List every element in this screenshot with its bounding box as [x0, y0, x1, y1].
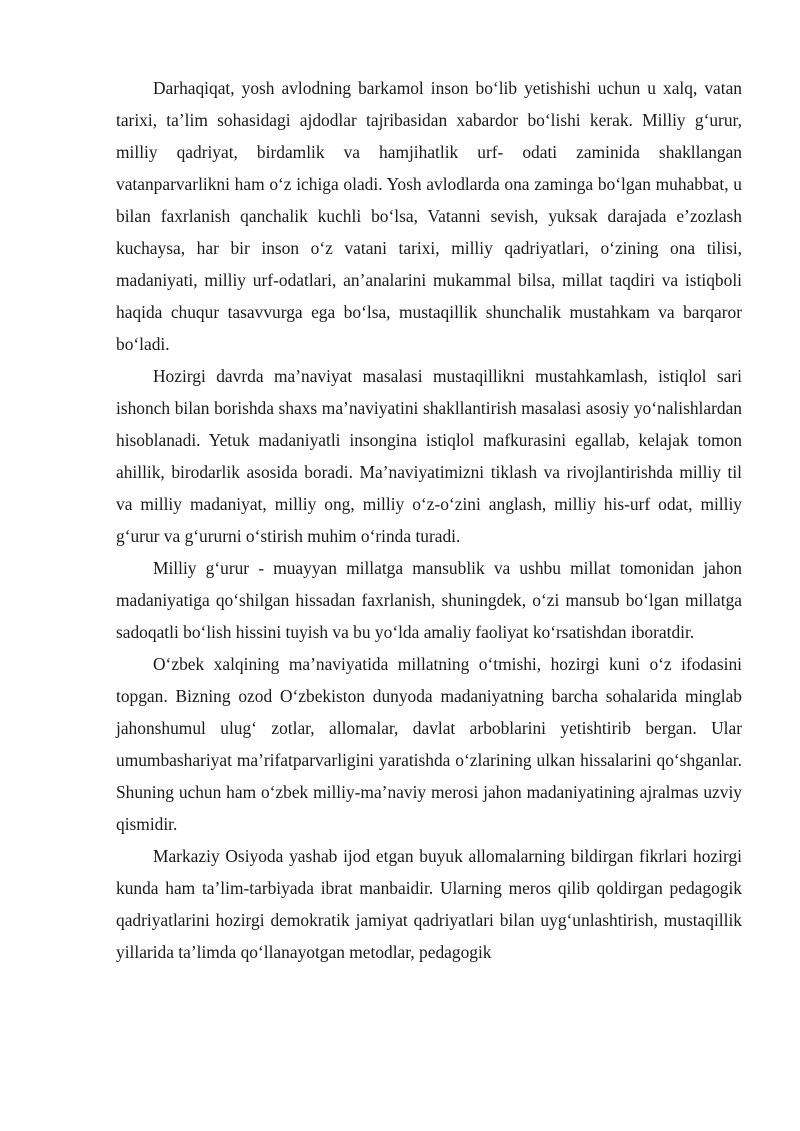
paragraph-2: Hozirgi davrda ma’naviyat masalasi mustaqillikni mustahkamlash, istiqlol sari ishonch bilan borishda shaxs ma’naviyatini shakllantirish masalasi asosiy yo‘nalishlardan hisoblanadi. Yetuk madaniyatli insongina istiqlol mafkurasini egallab, kelajak tomon ahillik, birodarlik asosida boradi. Ma’naviyatimizni tiklash va rivojlantirishda milliy til va milliy madaniyat, milliy ong, milliy o‘z-o‘zini anglash, milliy his-urf odat, milliy g‘urur va g‘ururni o‘stirish muhim o‘rinda turadi.: [116, 366, 742, 546]
paragraph-1: Darhaqiqat, yosh avlodning barkamol inson bo‘lib yetishishi uchun u xalq, vatan tarixi, ta’lim sohasidagi ajdodlar tajribasidan xabardor bo‘lishi kerak. Milliy g‘urur, milliy qadriyat, birdamlik va hamjihatlik urf- odati zaminida shakllangan vatanparvarlikni ham o‘z ichiga oladi. Yosh avlodlarda ona zaminga bo‘lgan muhabbat, u bilan faxrlanish qanchalik kuchli bo‘lsa, Vatanni sevish, yuksak darajada e’zozlash kuchaysa, har bir inson o‘z vatani tarixi, milliy qadriyatlari, o‘zining ona tilisi, madaniyati, milliy urf-odatlari, an’analarini mukammal bilsa, millat taqdiri va istiqboli haqida chuqur tasavvurga ega bo‘lsa, mustaqillik shunchalik mustahkam va barqaror bo‘ladi.: [116, 78, 742, 354]
paragraph-4: O‘zbek xalqining ma’naviyatida millatning o‘tmishi, hozirgi kuni o‘z ifodasini topgan. Bizning ozod O‘zbekiston dunyoda madaniyatning barcha sohalarida minglab jahonshumul ulug‘ zotlar, allomalar, davlat arboblarini yetishtirib bergan. Ular umumbashariyat ma’rifatparvarligini yaratishda o‘zlarining ulkan hissalarini qo‘shganlar. Shuning uchun ham o‘zbek milliy-ma’naviy merosi jahon madaniyatining ajralmas uzviy qismidir.: [116, 654, 742, 834]
paragraph-5: Markaziy Osiyoda yashab ijod etgan buyuk allomalarning bildirgan fikrlari hozirgi kunda ham ta’lim-tarbiyada ibrat manbaidir. Ularning meros qilib qoldirgan pedagogik qadriyatlarini hozirgi demokratik jamiyat qadriyatlari bilan uyg‘unlashtirish, mustaqillik yillarida ta’limda qo‘llanayotgan metodlar, pedagogik: [116, 846, 742, 962]
paragraph-3: Milliy g‘urur - muayyan millatga mansublik va ushbu millat tomonidan jahon madaniyatiga qo‘shilgan hissadan faxrlanish, shuningdek, o‘zi mansub bo‘lgan millatga sadoqatli bo‘lish hissini tuyish va bu yo‘lda amaliy faoliyat ko‘rsatishdan iboratdir.: [116, 558, 742, 642]
document-body: [116, 72, 742, 968]
